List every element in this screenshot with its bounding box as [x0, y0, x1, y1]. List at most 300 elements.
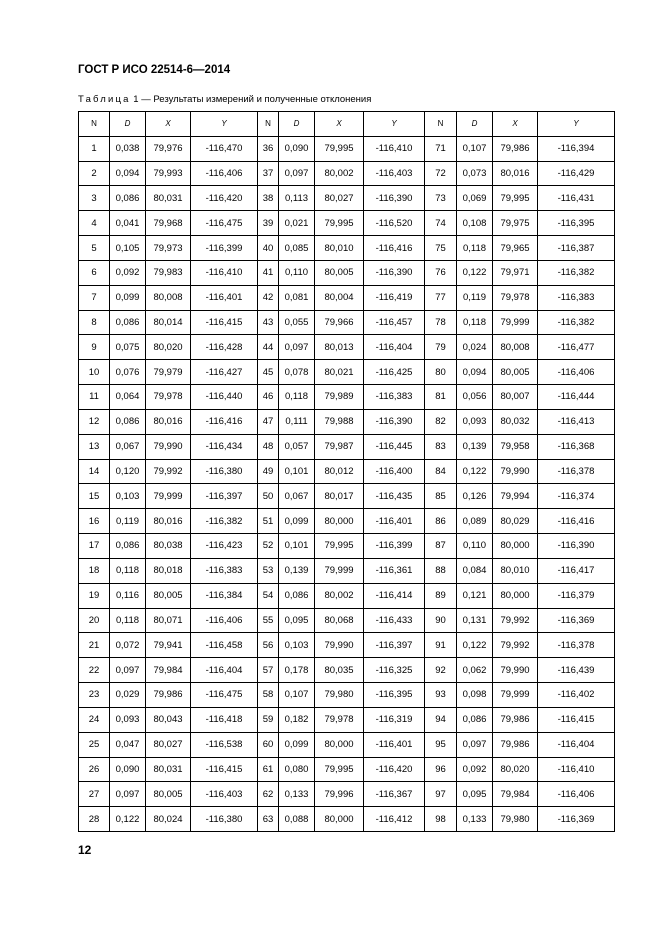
- table-cell: 80,043: [146, 707, 191, 732]
- table-row: [79, 757, 615, 782]
- table-cell: 79,996: [315, 782, 364, 807]
- table-cell: -116,470: [191, 136, 258, 161]
- table-cell: -116,439: [538, 658, 615, 683]
- table-cell: 0,076: [110, 360, 146, 385]
- table-cell: 80,005: [315, 260, 364, 285]
- table-cell: 80,002: [315, 583, 364, 608]
- table-cell: 63: [258, 807, 279, 832]
- table-cell: -116,367: [364, 782, 425, 807]
- table-cell: -116,427: [191, 360, 258, 385]
- table-cell: 45: [258, 360, 279, 385]
- table-cell: -116,402: [538, 683, 615, 708]
- table-cell: -116,383: [191, 558, 258, 583]
- table-cell: -116,423: [191, 534, 258, 559]
- table-cell: 0,097: [279, 161, 315, 186]
- table-cell: 54: [258, 583, 279, 608]
- table-cell: -116,431: [538, 186, 615, 211]
- table-cell: 0,110: [457, 534, 493, 559]
- table-cell: 0,126: [457, 484, 493, 509]
- table-cell: 81: [425, 385, 457, 410]
- table-cell: 80,000: [493, 583, 538, 608]
- table-cell: 80,004: [315, 285, 364, 310]
- table-cell: -116,415: [538, 707, 615, 732]
- table-row: [79, 409, 615, 434]
- table-row: [79, 534, 615, 559]
- table-cell: 80,071: [146, 608, 191, 633]
- table-cell: -116,429: [538, 161, 615, 186]
- table-cell: 26: [79, 757, 110, 782]
- table-cell: 0,086: [110, 409, 146, 434]
- table-cell: 80,005: [493, 360, 538, 385]
- table-body: [79, 136, 615, 831]
- table-cell: -116,401: [364, 732, 425, 757]
- table-cell: -116,406: [191, 608, 258, 633]
- table-row: [79, 186, 615, 211]
- table-cell: 10: [79, 360, 110, 385]
- table-cell: -116,406: [538, 782, 615, 807]
- table-cell: 20: [79, 608, 110, 633]
- table-cell: -116,404: [191, 658, 258, 683]
- table-cell: 5: [79, 236, 110, 261]
- table-cell: 79,980: [493, 807, 538, 832]
- table-cell: -116,410: [364, 136, 425, 161]
- table-cell: 38: [258, 186, 279, 211]
- table-cell: 79,992: [493, 608, 538, 633]
- table-cell: -116,416: [191, 409, 258, 434]
- table-cell: 0,047: [110, 732, 146, 757]
- table-cell: 0,093: [110, 707, 146, 732]
- table-cell: -116,395: [538, 211, 615, 236]
- table-cell: 0,085: [279, 236, 315, 261]
- table-cell: -116,378: [538, 459, 615, 484]
- table-cell: 0,092: [457, 757, 493, 782]
- table-cell: 60: [258, 732, 279, 757]
- table-cell: 76: [425, 260, 457, 285]
- table-cell: 21: [79, 633, 110, 658]
- table-cell: 79,979: [146, 360, 191, 385]
- table-cell: 79,987: [315, 434, 364, 459]
- table-cell: 62: [258, 782, 279, 807]
- table-row: [79, 633, 615, 658]
- table-cell: 0,116: [110, 583, 146, 608]
- table-row: [79, 707, 615, 732]
- table-cell: -116,415: [191, 757, 258, 782]
- table-cell: 79,978: [146, 385, 191, 410]
- table-cell: 80,002: [315, 161, 364, 186]
- table-cell: 80,016: [146, 509, 191, 534]
- table-cell: 80,032: [493, 409, 538, 434]
- table-cell: -116,374: [538, 484, 615, 509]
- table-caption-number: 1: [133, 94, 139, 105]
- table-cell: 0,086: [457, 707, 493, 732]
- table-cell: 25: [79, 732, 110, 757]
- table-cell: 22: [79, 658, 110, 683]
- table-cell: -116,395: [364, 683, 425, 708]
- table-cell: 85: [425, 484, 457, 509]
- table-cell: 79,984: [146, 658, 191, 683]
- table-cell: 0,139: [279, 558, 315, 583]
- table-cell: 23: [79, 683, 110, 708]
- table-cell: 27: [79, 782, 110, 807]
- table-cell: 86: [425, 509, 457, 534]
- table-caption-label: Таблица: [78, 94, 131, 105]
- table-cell: 0,055: [279, 310, 315, 335]
- table-cell: 0,086: [110, 310, 146, 335]
- table-cell: 80,016: [493, 161, 538, 186]
- table-cell: -116,378: [538, 633, 615, 658]
- table-cell: -116,520: [364, 211, 425, 236]
- table-cell: -116,390: [364, 409, 425, 434]
- table-cell: -116,399: [364, 534, 425, 559]
- table-cell: 0,111: [279, 409, 315, 434]
- table-cell: 79,986: [493, 136, 538, 161]
- table-cell: 0,103: [279, 633, 315, 658]
- table-cell: 0,092: [110, 260, 146, 285]
- table-cell: 0,021: [279, 211, 315, 236]
- table-cell: 0,103: [110, 484, 146, 509]
- table-cell: 19: [79, 583, 110, 608]
- table-cell: -116,394: [538, 136, 615, 161]
- table-cell: 0,121: [457, 583, 493, 608]
- table-cell: 44: [258, 335, 279, 360]
- column-header-y: Y: [191, 112, 258, 137]
- table-cell: 79,968: [146, 211, 191, 236]
- table-row: [79, 136, 615, 161]
- table-cell: -116,416: [538, 509, 615, 534]
- column-header-x: X: [315, 112, 364, 137]
- table-cell: 36: [258, 136, 279, 161]
- table-row: [79, 385, 615, 410]
- table-cell: 79,966: [315, 310, 364, 335]
- table-cell: -116,419: [364, 285, 425, 310]
- table-cell: 0,099: [279, 732, 315, 757]
- table-cell: -116,403: [191, 782, 258, 807]
- measurements-table: [78, 111, 615, 832]
- table-cell: 58: [258, 683, 279, 708]
- table-cell: 97: [425, 782, 457, 807]
- table-cell: 0,097: [110, 782, 146, 807]
- table-cell: -116,390: [364, 186, 425, 211]
- table-cell: 79,995: [315, 534, 364, 559]
- column-header-x: X: [146, 112, 191, 137]
- table-cell: 83: [425, 434, 457, 459]
- column-header-d: D: [110, 112, 146, 137]
- table-cell: 80,005: [146, 782, 191, 807]
- table-cell: 80,008: [146, 285, 191, 310]
- table-cell: 79,990: [315, 633, 364, 658]
- table-cell: 0,084: [457, 558, 493, 583]
- table-cell: 0,119: [110, 509, 146, 534]
- document-header: ГОСТ Р ИСО 22514-6—2014: [78, 64, 231, 76]
- table-cell: 79,999: [493, 310, 538, 335]
- table-row: [79, 608, 615, 633]
- column-header-x: X: [493, 112, 538, 137]
- table-cell: -116,380: [191, 807, 258, 832]
- column-header-n: N: [258, 112, 279, 137]
- table-cell: 0,107: [457, 136, 493, 161]
- table-cell: 80,020: [146, 335, 191, 360]
- table-cell: -116,433: [364, 608, 425, 633]
- table-cell: 0,118: [279, 385, 315, 410]
- table-cell: 79,999: [146, 484, 191, 509]
- table-cell: 0,119: [457, 285, 493, 310]
- table-cell: 59: [258, 707, 279, 732]
- table-cell: 94: [425, 707, 457, 732]
- table-cell: 80,031: [146, 186, 191, 211]
- table-cell: 82: [425, 409, 457, 434]
- table-cell: 13: [79, 434, 110, 459]
- table-cell: 79,992: [146, 459, 191, 484]
- table-row: [79, 683, 615, 708]
- page-number: 12: [78, 843, 92, 857]
- table-cell: 0,105: [110, 236, 146, 261]
- table-cell: 80,007: [493, 385, 538, 410]
- table-cell: 78: [425, 310, 457, 335]
- table-cell: 87: [425, 534, 457, 559]
- table-cell: 79,992: [493, 633, 538, 658]
- table-cell: 79,995: [315, 136, 364, 161]
- table-cell: 91: [425, 633, 457, 658]
- table-cell: 14: [79, 459, 110, 484]
- table-cell: 95: [425, 732, 457, 757]
- table-cell: -116,379: [538, 583, 615, 608]
- column-header-y: Y: [364, 112, 425, 137]
- table-cell: 80,031: [146, 757, 191, 782]
- table-cell: 79,986: [146, 683, 191, 708]
- table-cell: 28: [79, 807, 110, 832]
- table-cell: -116,401: [364, 509, 425, 534]
- table-cell: 79,980: [315, 683, 364, 708]
- table-cell: -116,401: [191, 285, 258, 310]
- table-cell: 0,120: [110, 459, 146, 484]
- table-cell: -116,418: [191, 707, 258, 732]
- table-cell: 0,118: [110, 608, 146, 633]
- table-cell: 49: [258, 459, 279, 484]
- table-cell: -116,403: [364, 161, 425, 186]
- table-cell: -116,457: [364, 310, 425, 335]
- table-cell: 79,995: [493, 186, 538, 211]
- table-cell: 6: [79, 260, 110, 285]
- table-cell: -116,369: [538, 807, 615, 832]
- table-cell: 0,086: [110, 186, 146, 211]
- table-row: [79, 658, 615, 683]
- table-cell: 0,095: [279, 608, 315, 633]
- table-cell: 80,035: [315, 658, 364, 683]
- table-cell: 41: [258, 260, 279, 285]
- column-header-n: N: [425, 112, 457, 137]
- table-cell: -116,475: [191, 683, 258, 708]
- table-row: [79, 236, 615, 261]
- table-cell: 80,012: [315, 459, 364, 484]
- table-cell: 0,139: [457, 434, 493, 459]
- table-row: [79, 782, 615, 807]
- table-cell: 17: [79, 534, 110, 559]
- table-cell: 79,984: [493, 782, 538, 807]
- table-cell: 0,069: [457, 186, 493, 211]
- table-cell: 40: [258, 236, 279, 261]
- table-cell: 79,978: [493, 285, 538, 310]
- table-cell: 53: [258, 558, 279, 583]
- table-cell: 51: [258, 509, 279, 534]
- table-cell: 57: [258, 658, 279, 683]
- table-cell: 0,057: [279, 434, 315, 459]
- table-cell: 2: [79, 161, 110, 186]
- table-cell: 92: [425, 658, 457, 683]
- table-cell: 80,068: [315, 608, 364, 633]
- table-cell: 80,000: [315, 509, 364, 534]
- table-row: [79, 360, 615, 385]
- table-cell: 0,118: [457, 236, 493, 261]
- table-cell: 79,976: [146, 136, 191, 161]
- table-cell: 0,118: [110, 558, 146, 583]
- column-header-y: Y: [538, 112, 615, 137]
- table-cell: 79,999: [315, 558, 364, 583]
- table-cell: -116,420: [364, 757, 425, 782]
- table-cell: 79: [425, 335, 457, 360]
- table-row: [79, 260, 615, 285]
- table-cell: 88: [425, 558, 457, 583]
- table-cell: 0,094: [457, 360, 493, 385]
- table-cell: -116,538: [191, 732, 258, 757]
- table-cell: 73: [425, 186, 457, 211]
- table-row: [79, 459, 615, 484]
- table-cell: 0,038: [110, 136, 146, 161]
- table-cell: 0,122: [110, 807, 146, 832]
- table-cell: 42: [258, 285, 279, 310]
- table-row: [79, 558, 615, 583]
- table-cell: 80,021: [315, 360, 364, 385]
- table-row: [79, 211, 615, 236]
- table-cell: -116,410: [191, 260, 258, 285]
- table-cell: -116,368: [538, 434, 615, 459]
- table-cell: 15: [79, 484, 110, 509]
- table-cell: 0,097: [110, 658, 146, 683]
- table-cell: 79,990: [493, 658, 538, 683]
- table-cell: 80,020: [493, 757, 538, 782]
- table-cell: 80,027: [315, 186, 364, 211]
- table-cell: -116,415: [191, 310, 258, 335]
- table-cell: -116,417: [538, 558, 615, 583]
- table-cell: 0,067: [110, 434, 146, 459]
- table-cell: -116,384: [191, 583, 258, 608]
- column-header-n: N: [79, 112, 110, 137]
- table-cell: 80,038: [146, 534, 191, 559]
- table-cell: 0,122: [457, 459, 493, 484]
- table-cell: -116,477: [538, 335, 615, 360]
- table-cell: 74: [425, 211, 457, 236]
- table-cell: 0,094: [110, 161, 146, 186]
- table-cell: 79,990: [493, 459, 538, 484]
- table-cell: 80,000: [493, 534, 538, 559]
- table-cell: 80,000: [315, 732, 364, 757]
- table-cell: 0,133: [279, 782, 315, 807]
- table-cell: 80,008: [493, 335, 538, 360]
- table-cell: -116,413: [538, 409, 615, 434]
- table-cell: -116,425: [364, 360, 425, 385]
- table-cell: 80,010: [493, 558, 538, 583]
- table-cell: 24: [79, 707, 110, 732]
- table-cell: 80,027: [146, 732, 191, 757]
- table-cell: 89: [425, 583, 457, 608]
- table-cell: 79,986: [493, 707, 538, 732]
- table-cell: 0,041: [110, 211, 146, 236]
- table-cell: -116,410: [538, 757, 615, 782]
- table-cell: 80,024: [146, 807, 191, 832]
- table-row: [79, 807, 615, 832]
- table-cell: -116,380: [191, 459, 258, 484]
- table-cell: -116,382: [538, 310, 615, 335]
- table-cell: 0,078: [279, 360, 315, 385]
- table-cell: 0,088: [279, 807, 315, 832]
- table-cell: 80,018: [146, 558, 191, 583]
- table-row: [79, 335, 615, 360]
- table-cell: -116,390: [538, 534, 615, 559]
- table-row: [79, 310, 615, 335]
- table-cell: 0,056: [457, 385, 493, 410]
- table-cell: 0,182: [279, 707, 315, 732]
- table-cell: 79,971: [493, 260, 538, 285]
- table-cell: 71: [425, 136, 457, 161]
- table-cell: 1: [79, 136, 110, 161]
- table-cell: 79,999: [493, 683, 538, 708]
- table-cell: 0,099: [110, 285, 146, 310]
- table-cell: 79,995: [315, 757, 364, 782]
- table-cell: -116,444: [538, 385, 615, 410]
- table-cell: 0,072: [110, 633, 146, 658]
- table-cell: -116,435: [364, 484, 425, 509]
- table-cell: 0,133: [457, 807, 493, 832]
- table-cell: 72: [425, 161, 457, 186]
- table-cell: 0,101: [279, 534, 315, 559]
- table-cell: 0,178: [279, 658, 315, 683]
- table-cell: 79,994: [493, 484, 538, 509]
- column-header-d: D: [279, 112, 315, 137]
- table-cell: 56: [258, 633, 279, 658]
- table-cell: 80,017: [315, 484, 364, 509]
- table-cell: 61: [258, 757, 279, 782]
- table-cell: -116,445: [364, 434, 425, 459]
- table-row: [79, 161, 615, 186]
- table-cell: -116,404: [538, 732, 615, 757]
- table-cell: -116,383: [364, 385, 425, 410]
- table-cell: 0,086: [279, 583, 315, 608]
- table-row: [79, 484, 615, 509]
- table-cell: -116,383: [538, 285, 615, 310]
- table-cell: -116,400: [364, 459, 425, 484]
- table-cell: 93: [425, 683, 457, 708]
- table-cell: 9: [79, 335, 110, 360]
- table-cell: 0,086: [110, 534, 146, 559]
- table-cell: 0,118: [457, 310, 493, 335]
- table-cell: 79,973: [146, 236, 191, 261]
- table-cell: 80,013: [315, 335, 364, 360]
- table-cell: 98: [425, 807, 457, 832]
- table-cell: -116,458: [191, 633, 258, 658]
- table-cell: 0,097: [279, 335, 315, 360]
- table-cell: 0,090: [110, 757, 146, 782]
- table-cell: 55: [258, 608, 279, 633]
- table-cell: 4: [79, 211, 110, 236]
- column-header-d: D: [457, 112, 493, 137]
- table-cell: 0,097: [457, 732, 493, 757]
- table-cell: 96: [425, 757, 457, 782]
- table-cell: 50: [258, 484, 279, 509]
- table-cell: 37: [258, 161, 279, 186]
- table-cell: 0,089: [457, 509, 493, 534]
- table-cell: 79,975: [493, 211, 538, 236]
- table-cell: 0,029: [110, 683, 146, 708]
- table-cell: -116,406: [538, 360, 615, 385]
